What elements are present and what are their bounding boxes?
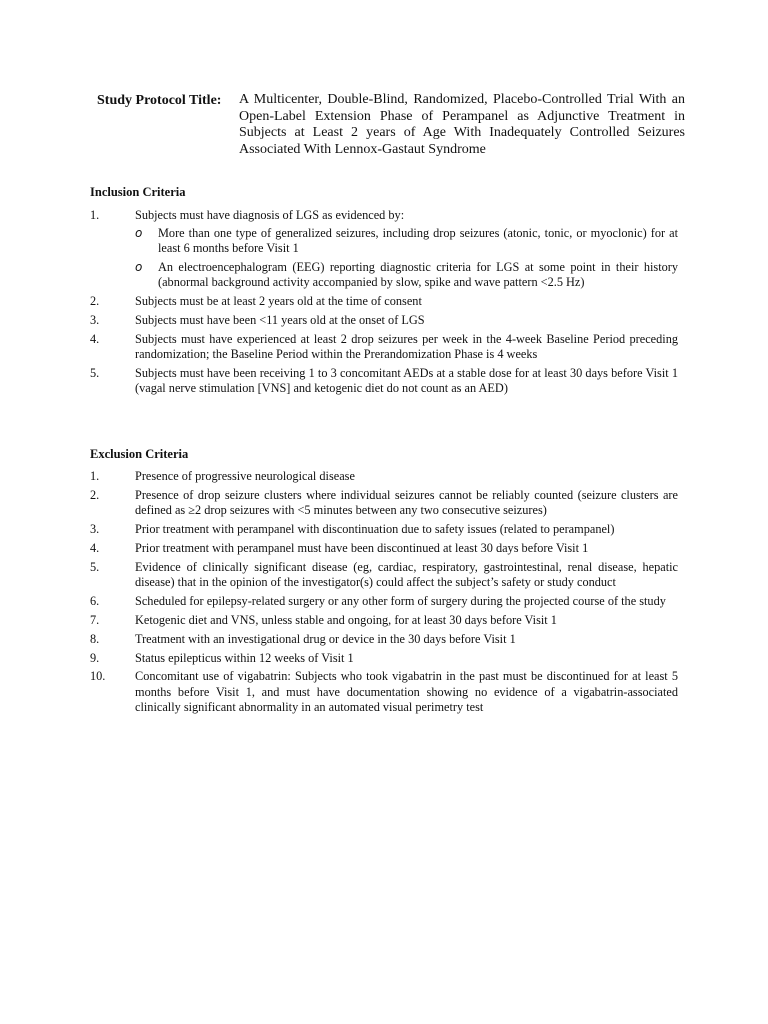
criterion-text: Subjects must have been receiving 1 to 3 concomitant AEDs at a stable dose for at least 30 days before Visit 1 (vagal nerve stimulation [VNS] and ketogenic diet do not count as an AED) xyxy=(135,366,678,396)
sub-criterion-text: More than one type of generalized seizures, including drop seizures (atonic, tonic, or myoclonic) for at least 6 months before Visit 1 xyxy=(158,226,678,256)
exclusion-criterion xyxy=(90,632,678,647)
criterion-text: Ketogenic diet and VNS, unless stable and ongoing, for at least 30 days before Visit 1 xyxy=(135,612,557,627)
criterion-text: Presence of drop seizure clusters where individual seizures cannot be reliably counted (seizure clusters are defined as ≥2 drop seizures with <5 minutes between any two consecutive seizures) xyxy=(135,487,678,518)
criterion-text: Scheduled for epilepsy-related surgery or any other form of surgery during the projected course of the study xyxy=(135,593,666,608)
exclusion-criterion xyxy=(90,522,678,537)
criterion-text: Treatment with an investigational drug or device in the 30 days before Visit 1 xyxy=(135,631,516,646)
criterion-number: 2. xyxy=(90,294,100,309)
criterion-number: 5. xyxy=(90,559,100,574)
criterion-text: Prior treatment with perampanel must have been discontinued at least 30 days before Visit 1 xyxy=(135,540,589,555)
sub-criterion-text: An electroencephalogram (EEG) reporting diagnostic criteria for LGS at some point in their history (abnormal background activity accompanied by slow, spike and wave pattern <2.5 Hz) xyxy=(158,260,678,290)
exclusion-list xyxy=(90,469,678,719)
criterion-number: 4. xyxy=(90,332,100,347)
protocol-title-block xyxy=(97,92,685,158)
protocol-title-text: A Multicenter, Double-Blind, Randomized, Placebo-Controlled Trial With an Open-Label Extension Phase of Perampanel as Adjunctive Treatment in Subjects at Least 2 years of Age With Inadequately Controlled Seizures Associated With Lennox-Gastaut Syndrome xyxy=(239,92,685,157)
criterion-number: 1. xyxy=(90,469,100,483)
bullet-icon: o xyxy=(135,226,143,241)
criterion-text: Concomitant use of vigabatrin: Subjects who took vigabatrin in the past must be discontinued for at least 5 months before Visit 1, and must have documentation showing no evidence of a vigabatrin-associated clinically significant abnormality in an automated visual perimetry test xyxy=(135,669,678,714)
criterion-number: 3. xyxy=(90,521,100,536)
sub-criterion xyxy=(135,260,678,290)
criterion-number: 6. xyxy=(90,593,100,608)
sub-criterion xyxy=(135,226,678,256)
criterion-text: Subjects must have experienced at least 2 drop seizures per week in the 4-week Baseline Period preceding randomization; the Baseline Period within the Prerandomization Phase is 4 weeks xyxy=(135,332,678,362)
inclusion-heading: Inclusion Criteria xyxy=(90,185,186,199)
inclusion-criterion xyxy=(90,208,678,291)
criterion-number: 7. xyxy=(90,612,100,627)
inclusion-list xyxy=(90,208,678,400)
exclusion-criterion xyxy=(90,541,678,556)
criterion-text: Subjects must be at least 2 years old at the time of consent xyxy=(135,294,422,309)
criterion-text: Subjects must have been <11 years old at the onset of LGS xyxy=(135,313,425,328)
exclusion-criterion xyxy=(90,613,678,628)
criterion-number: 1. xyxy=(90,208,100,222)
exclusion-criterion xyxy=(90,560,678,590)
exclusion-criterion xyxy=(90,488,678,518)
criterion-text: Subjects must have diagnosis of LGS as evidenced by: xyxy=(135,208,405,222)
criterion-number: 10. xyxy=(90,669,106,684)
criterion-text: Evidence of clinically significant disease (eg, cardiac, respiratory, gastrointestinal, renal disease, hepatic disease) that in the opinion of the investigator(s) could affect the subject’s safety or study conduct xyxy=(135,559,678,589)
exclusion-criterion xyxy=(90,594,678,609)
bullet-icon: o xyxy=(135,260,143,275)
inclusion-criterion xyxy=(90,294,678,309)
exclusion-heading: Exclusion Criteria xyxy=(90,447,189,461)
criterion-text: Prior treatment with perampanel with discontinuation due to safety issues (related to perampanel) xyxy=(135,521,615,536)
criterion-text: Status epilepticus within 12 weeks of Visit 1 xyxy=(135,650,354,665)
inclusion-criterion xyxy=(90,366,678,396)
criterion-number: 8. xyxy=(90,631,100,646)
criterion-number: 5. xyxy=(90,366,100,381)
inclusion-criterion xyxy=(90,332,678,362)
exclusion-criterion xyxy=(90,469,678,484)
criterion-number: 3. xyxy=(90,313,100,328)
criterion-number: 9. xyxy=(90,650,100,665)
criterion-number: 2. xyxy=(90,487,100,502)
criterion-text: Presence of progressive neurological disease xyxy=(135,469,355,483)
sub-criteria-list xyxy=(135,226,678,290)
inclusion-criterion xyxy=(90,313,678,328)
exclusion-criterion xyxy=(90,651,678,666)
criterion-number: 4. xyxy=(90,540,100,555)
exclusion-criterion xyxy=(90,669,678,715)
protocol-title-label: Study Protocol Title: xyxy=(97,93,222,108)
